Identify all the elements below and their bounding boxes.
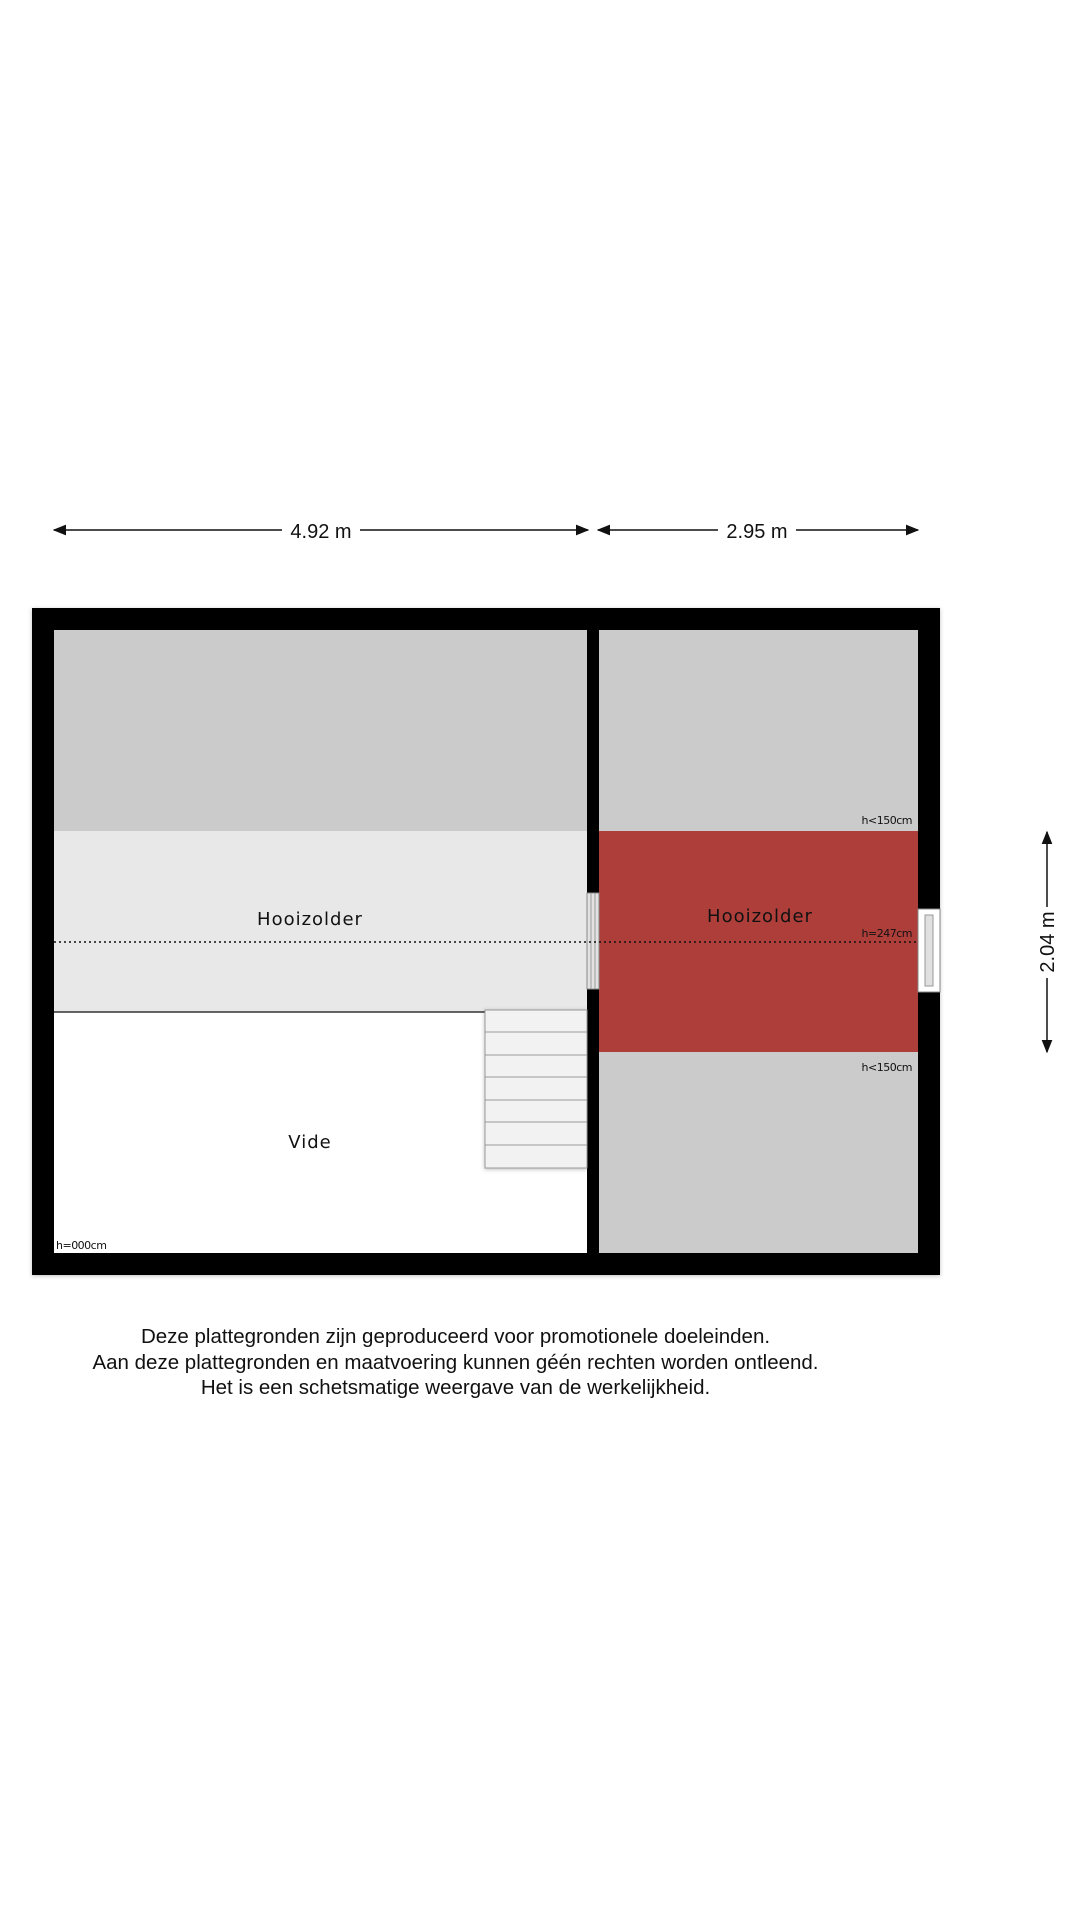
dimension-height-right	[1037, 832, 1059, 1052]
dimension-width-right-label: 2.95 m	[726, 521, 788, 543]
height-label-ridge: h=247cm	[861, 927, 912, 940]
disclaimer	[0, 1324, 911, 1401]
height-label-bottom-right: h<150cm	[861, 1061, 912, 1074]
room-label-hooizolder-left: Hooizolder	[257, 909, 363, 930]
dimension-height-right-label: 2.04 m	[1037, 911, 1059, 973]
height-label-void: h=000cm	[56, 1239, 107, 1252]
left-room-low-area	[54, 630, 587, 831]
window-right	[918, 909, 940, 992]
room-label-hooizolder-right: Hooizolder	[707, 906, 813, 927]
height-label-top-right: h<150cm	[861, 814, 912, 827]
right-room-low-area-top	[599, 630, 918, 831]
disclaimer-line-2: Aan deze plattegronden en maatvoering kunnen géén rechten worden ontleend.	[92, 1350, 819, 1374]
room-label-vide: Vide	[288, 1132, 332, 1153]
stairs	[485, 1010, 587, 1168]
partition-opening	[587, 893, 599, 989]
dimension-width-right	[598, 521, 918, 543]
dimension-width-left-label: 4.92 m	[290, 521, 352, 543]
disclaimer-line-1: Deze plattegronden zijn geproduceerd voor promotionele doeleinden.	[140, 1325, 771, 1348]
dimension-width-left	[54, 521, 588, 543]
right-room-low-area-bottom	[599, 1052, 918, 1253]
disclaimer-line-3: Het is een schetsmatige weergave van de werkelijkheid.	[200, 1376, 711, 1399]
